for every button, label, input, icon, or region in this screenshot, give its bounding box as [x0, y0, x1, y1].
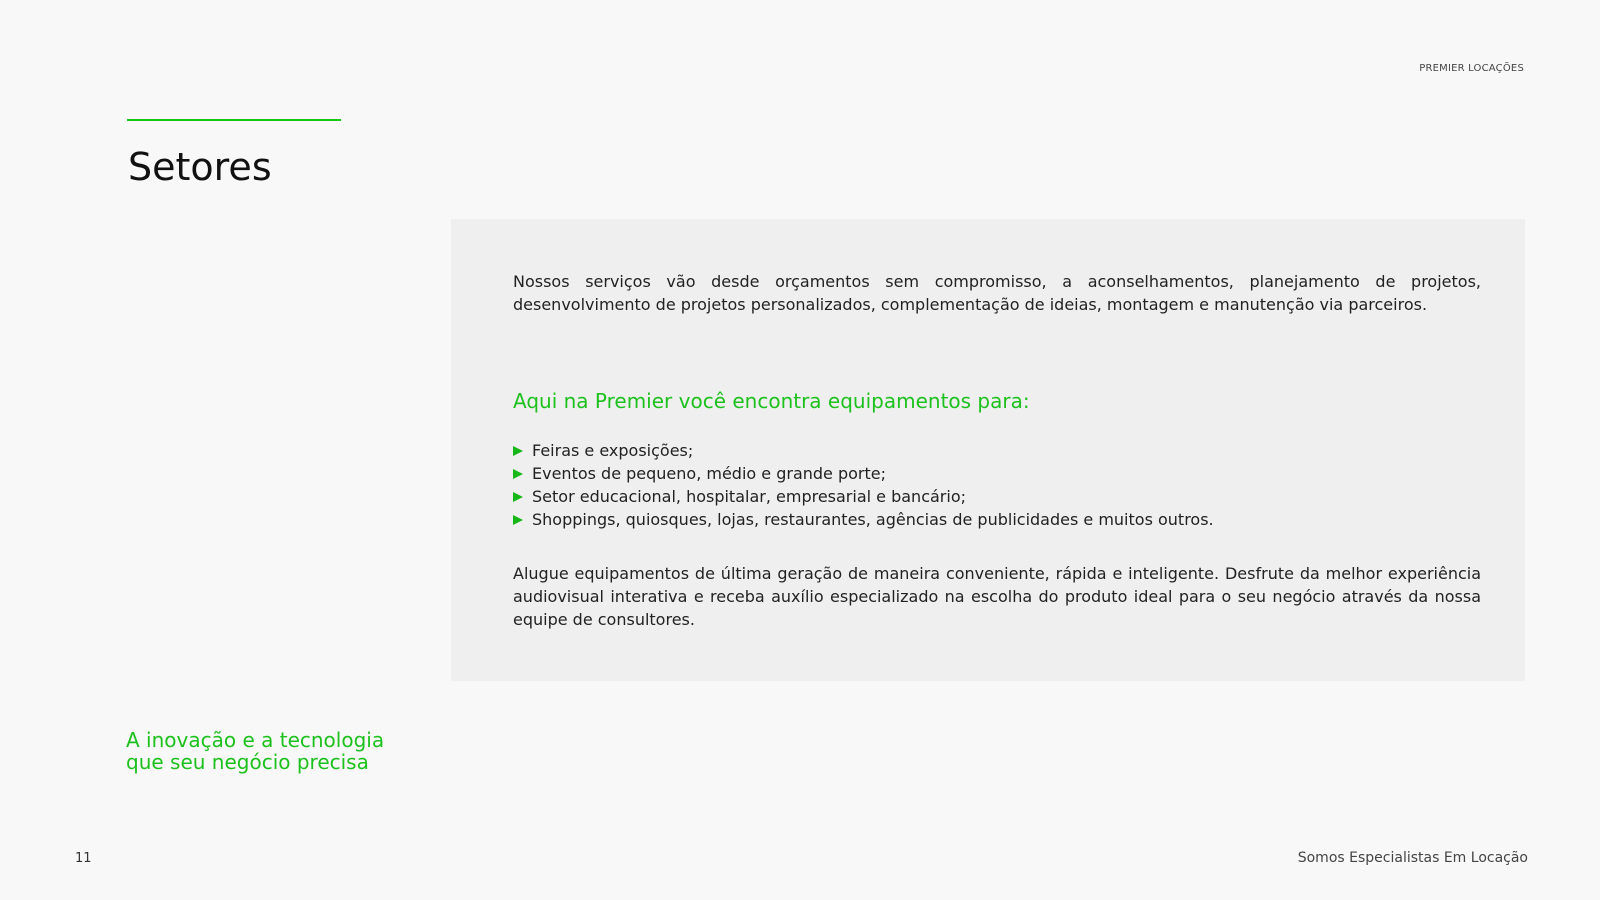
page-title: Setores [128, 145, 272, 189]
triangle-bullet-icon [513, 446, 523, 456]
brand-name: PREMIER LOCAÇÕES [1419, 63, 1524, 74]
triangle-bullet-icon [513, 515, 523, 525]
list-item-label: Setor educacional, hospitalar, empresarial e bancário; [532, 487, 966, 506]
tagline [126, 729, 426, 773]
triangle-bullet-icon [513, 492, 523, 502]
list-item-label: Feiras e exposições; [532, 441, 694, 460]
triangle-bullet-icon [513, 469, 523, 479]
content-panel [451, 219, 1525, 681]
intro-paragraph: Nossos serviços vão desde orçamentos sem compromisso, a aconselhamentos, planejamento de projetos, desenvolvimento de projetos personalizados, complementação de ideias, montagem e manutenção via parceiros. [513, 272, 1481, 314]
list-item-label: Eventos de pequeno, médio e grande porte; [532, 464, 887, 483]
title-accent-line [127, 119, 341, 121]
page-number: 11 [75, 851, 92, 866]
list-item-label: Shoppings, quiosques, lojas, restaurantes, agências de publicidades e muitos outros. [532, 510, 1214, 529]
sector-list [513, 439, 1214, 531]
list-item [513, 485, 1214, 508]
outro-paragraph: Alugue equipamentos de última geração de maneira conveniente, rápida e inteligente. Desfrute da melhor experiência audiovisual interativa e receba auxílio especializado na escolha do produto ideal para o seu negócio através da nossa equipe de consultores. [513, 564, 1481, 629]
list-item [513, 462, 1214, 485]
equipment-heading: Aqui na Premier você encontra equipamentos para: [513, 389, 1030, 413]
tagline-line-1: A inovação e a tecnologia [126, 728, 385, 752]
list-item [513, 439, 1214, 462]
tagline-line-2: que seu negócio precisa [126, 750, 369, 774]
footer-slogan: Somos Especialistas Em Locação [1297, 850, 1528, 866]
list-item [513, 508, 1214, 531]
